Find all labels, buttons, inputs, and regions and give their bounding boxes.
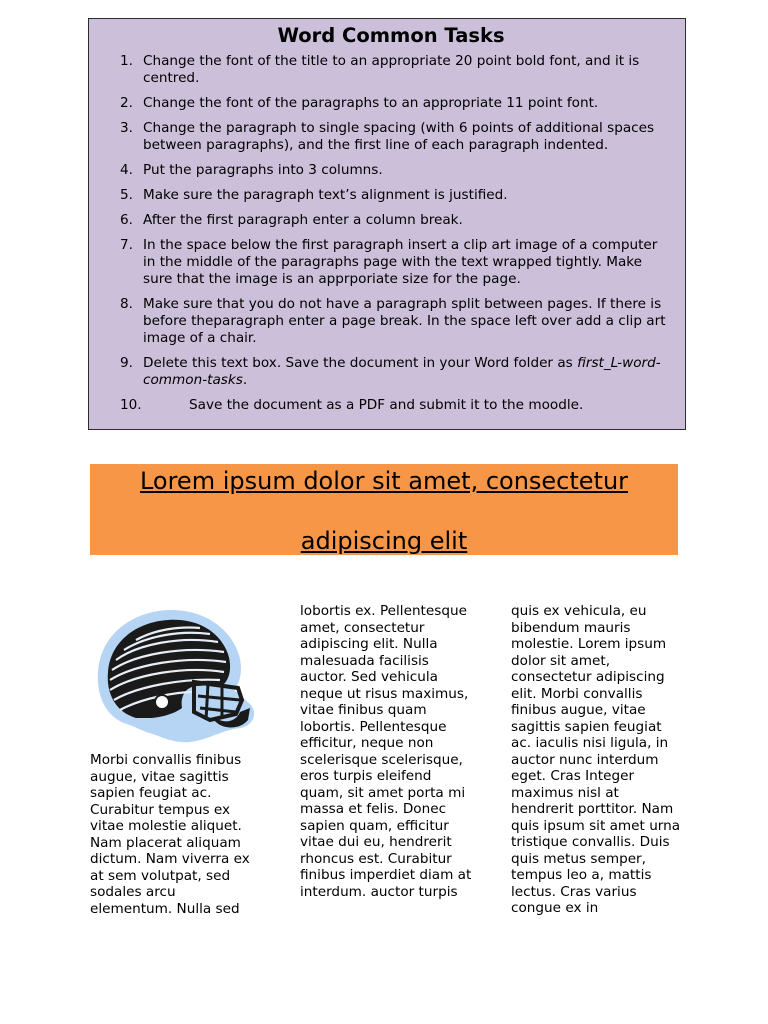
task-text: Save the document as a PDF and submit it to the moodle.: [189, 397, 584, 413]
task-text: Put the paragraphs into 3 columns.: [143, 162, 383, 178]
football-helmet-icon: [90, 600, 260, 750]
task-filename: first_L-word-common-tasks: [143, 355, 661, 388]
task-text-end: .: [242, 372, 248, 388]
task-box-title: Word Common Tasks: [277, 24, 505, 47]
task-text: In the space below the first paragraph insert a clip art image of a computer in the middle of the paragraphs page with the text wrapped tightly. Make sure that the image is an apprporiate size for the page.: [143, 237, 658, 287]
task-number: 2.: [120, 95, 133, 111]
task-number: 6.: [120, 212, 133, 228]
task-text: Make sure that you do not have a paragraph split between pages. If there is before theparagraph enter a page break. In the space left over add a clip art image of a chair.: [143, 296, 666, 346]
title-line-2: adipiscing elit: [300, 527, 468, 555]
task-number: 10.: [120, 397, 142, 413]
task-text: Make sure the paragraph text’s alignment is justified.: [143, 187, 508, 203]
task-item-1: [111, 53, 671, 87]
task-number: 1.: [120, 53, 133, 69]
task-number: 3.: [120, 120, 133, 136]
task-item-6: [111, 212, 671, 229]
task-item-5: [111, 187, 671, 204]
task-item-9: [111, 355, 671, 389]
task-text: Change the font of the title to an appropriate 20 point bold font, and it is centred.: [143, 53, 640, 86]
task-list: [111, 53, 671, 414]
task-number: 5.: [120, 187, 133, 203]
document-title-banner: [90, 464, 678, 555]
task-item-2: [111, 95, 671, 112]
task-item-4: [111, 162, 671, 179]
task-item-8: [111, 296, 671, 347]
body-column-1: Morbi convallis finibus augue, vitae sagittis sapien feugiat ac. Curabitur tempus ex vitae molestie aliquet. Nam placerat aliquam dictum. Nam viverra ex at sem volutpat, sed sodales arcu elementum. Nulla sed: [90, 752, 250, 917]
task-item-3: [111, 120, 671, 154]
body-column-3: quis ex vehicula, eu bibendum mauris molestie. Lorem ipsum dolor sit amet, consectetur adipiscing elit. Morbi convallis finibus augue, vitae sagittis sapien feugiat ac. iaculis nisi ligula, in auctor nunc interdum eget. Cras Integer maximus nisl at hendrerit porttitor. Nam quis ipsum sit amet urna tristique convallis. Duis quis metus semper, tempus leo a, mattis lectus. Cras varius congue ex in: [511, 603, 681, 916]
task-text: Delete this text box. Save the document in your Word folder as: [143, 355, 578, 371]
task-number: 4.: [120, 162, 133, 178]
task-number: 7.: [120, 237, 133, 253]
task-text: Change the font of the paragraphs to an appropriate 11 point font.: [143, 95, 599, 111]
task-item-10: [111, 397, 671, 414]
task-text: Change the paragraph to single spacing (with 6 points of additional spaces between paragraphs), and the first line of each paragraph indented.: [143, 120, 655, 153]
task-instructions-box: [88, 18, 686, 430]
task-text: After the first paragraph enter a column break.: [143, 212, 463, 228]
task-number: 8.: [120, 296, 133, 312]
body-column-2: lobortis ex. Pellentesque amet, consectetur adipiscing elit. Nulla malesuada facilisis auctor. Sed vehicula neque ut risus maximus, vitae finibus quam lobortis. Pellentesque efficitur, neque non scelerisque scelerisque, eros turpis eleifend quam, sit amet porta mi massa et felis. Donec sapien quam, efficitur vitae dui eu, hendrerit rhoncus est. Curabitur finibus imperdiet diam at interdum. auctor turpis: [300, 603, 472, 900]
title-line-1: Lorem ipsum dolor sit amet, consectetur: [139, 467, 629, 495]
task-number: 9.: [120, 355, 133, 371]
task-item-7: [111, 237, 671, 288]
